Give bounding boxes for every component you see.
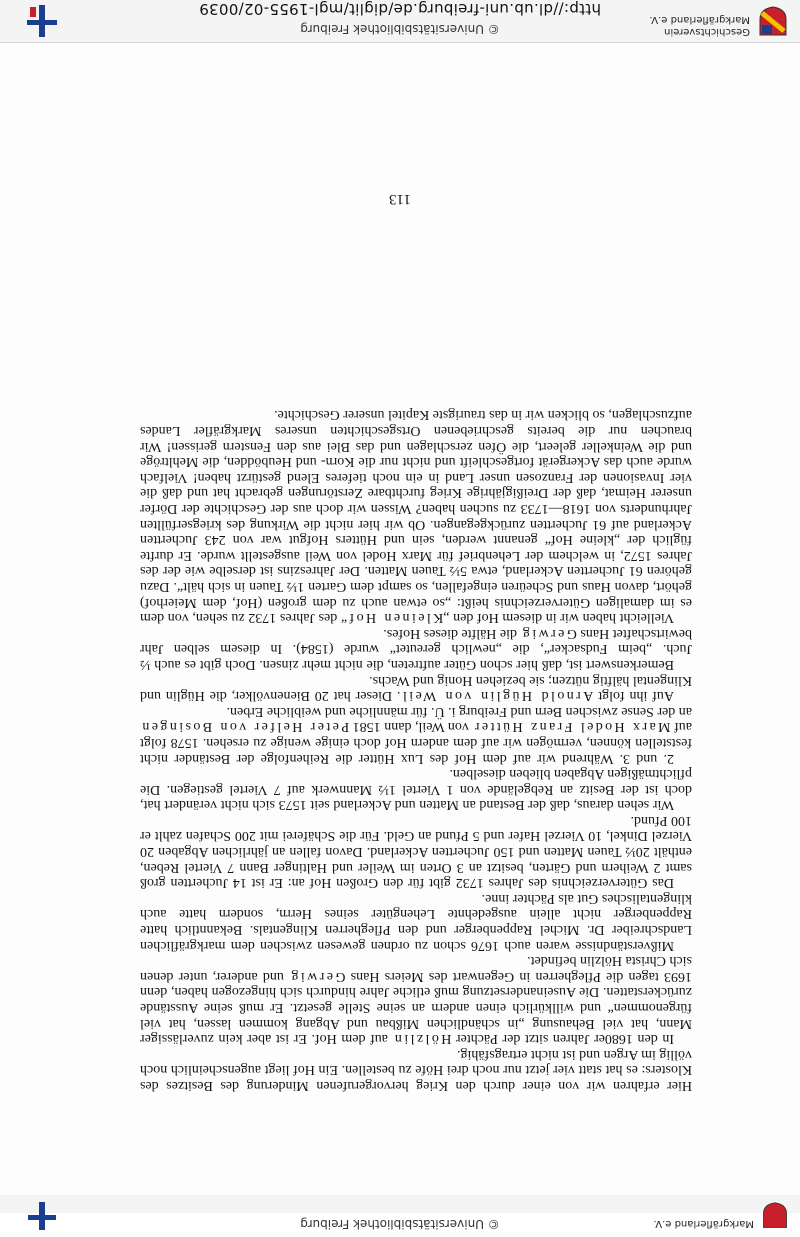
footer-association: Markgräflerland e.V. [653,1218,754,1229]
page-number: 113 [389,191,411,207]
permalink[interactable]: http://dl.ub.uni-freiburg.de/diglit/mgl-1955-02/0039 [198,0,602,18]
association-name: Geschichtsverein Markgräflerland e.V. [649,14,750,37]
paragraph: Vielleicht haben wir in diesem Hof den „Kleinen Hof“ des Jahres 1732 zu sehen, von dem es im damaligen Güterverzeichnis heißt: „so etwan auch zu dem großen (Hof, dem Meierhof) gehört, davon Haus und Scheüren eingefallen, so sampt dem Garten 1½ Tauen in sich hält“. Dazu gehören 61 Juchertten Ackerland, etwa 5½ Tauen Matten. Der Jahreszins ist derselbe wie der des Jahres 1572, in welchem der Lehenbrief für Marx Hodel von Weil ausgestellt wurde. Er durfte füglich der „kleine Hof“ genannt werden, sein und Hütters Hofgut war von 243 Juchertten Ackerland auf 61 Juchertten zurückgegangen. Ob wir hier nicht die Wirkung des kriegserfüllten Jahrhunderts von 1618—1733 zu suchen haben? Wissen wir doch aus der Geschichte der Dörfer unserer Heimat, daß der Dreißigjährige Krieg furchtbare Zerstörungen gebracht hat und daß die vier Invasionen der Franzosen unser Land in ein noch tieferes Elend gestürzt haben! Vielfach wurde auch das Ackergerät fortgeschleift und nicht nur die Korn- und Heubödden, die Mehltröge und die Weinkeller geleert, die Öfen zerschlagen und das Blei aus den Fenstern gerissen! Wir brauchen nur die bereits geschriebenen Ortsgeschichten unseres Markgräfler Landes aufzuschlagen, so blicken wir in das traurigste Kapitel unserer Geschichte. [140,407,692,626]
paragraph: Bemerkenswert ist, daß hier schon Güter auftreten, die nicht mehr zinsen. Doch gibt es auch ½ Juch. „beim Fudsacker“, die „newlich gereutet“ wurde (1584). In diesem selben Jahr bewirtschaftet Hans Gerwig die Hälfte dieses Hofes. [140,625,692,672]
paragraph: Das Güterverzeichnis des Jahres 1732 gibt für den Großen Hof an: Er ist 14 Juchertten groß samt 2 Weihern und Gärten, besitzt an 3 Orten im Weiler und Haltinger Bann 7 Viertel Reben, enthält 20½ Tauen Matten und 150 Juchertten Ackerland. Davon fallen an jährlichen Abgaben 20 Vierzel Dinkel, 10 Vierzel Hafer und 5 Pfund an Geld. Für die Schäferei mit 200 Schafen zahlt er 100 Pfund. [140,812,692,891]
body-text [140,407,692,1093]
ub-logo-icon [24,1198,60,1234]
header-copyright: © Universitätsbibliothek Freiburg [300,22,500,36]
ub-logo-icon [24,3,60,39]
paragraph: Wir sehen daraus, daß der Bestand an Matten und Ackerland seit 1573 sich nicht verändert hat, doch ist der Besitz an Rebgelände von 1 Viertel 1½ Mannwerk auf 7 Viertel gestiegen. Die pflichtmäßigen Abgaben blieben dieselben. [140,766,692,813]
header-bar [0,0,800,43]
footer-copyright: © Universitätsbibliothek Freiburg [300,1217,500,1231]
paragraph: Auf ihn folgt Arnold Hüglin von Weil. Dieser hat 20 Bienenvölker, die Hüglin und Klingental hälftig nützen; sie beziehen Honig und Wachs. [139,672,692,704]
paragraph: Mißverständnisse waren auch 1676 schon zu ordnen gewesen zwischen dem markgräflichen Landschreiber Dr. Michel Rappenberger und den Pflegherren Klingentals. Bekanntlich hatte Rappenberger nicht allein ausgedehnte Lehengüter seines Herrn, sondern hatte auch klingentalisches Gut als Pächter inne. [140,890,692,953]
paragraph: Hier erfahren wir von einer durch den Krieg hervorgerufenen Minderung des Besitzes des Klosters: es hat statt vier jetzt nur noch drei Höfe zu bestellen. Ein Hof liegt augenscheinlich noch völlig im Argen und ist nicht ertragsfähig. [140,1046,692,1093]
paragraph: In den 1680er Jahren sitzt der Pächter Hölzlin auf dem Hof. Er ist aber kein zuverlässiger Mann, hat viel Behausung „in schändlichen Mißbau und Abgang kommen lassen, hat viel fürgenommen“ und willkürlich einen andern an seine Stelle gesetzt. Er muß seine Ausstände zurückerstatten. Die Auseinandersetzung muß etliche Jahre hindurch sich hingezogen haben, denn 1693 tagen die Pflegherren in Gegenwart des Meiers Hans Gerwig und anderer, unter denen sich Christa Hölzlin befindet. [140,953,692,1047]
footer-bar [0,1195,800,1231]
paragraph: 2. und 3. Während wir auf dem Hof des Lux Hütter die Reihenfolge der Beständer nicht feststellen können, vermögen wir auf dem andern Hof doch einige wenige zu ersehen. 1578 folgt auf Marx Hodel Franz Hütter von Weil, dann 1581 Peter Helfer von Bosingen an der Sense zwischen Bern und Freiburg i. Ü. für männliche und weibliche Erben. [140,703,692,766]
copyright-line [0,0,800,36]
